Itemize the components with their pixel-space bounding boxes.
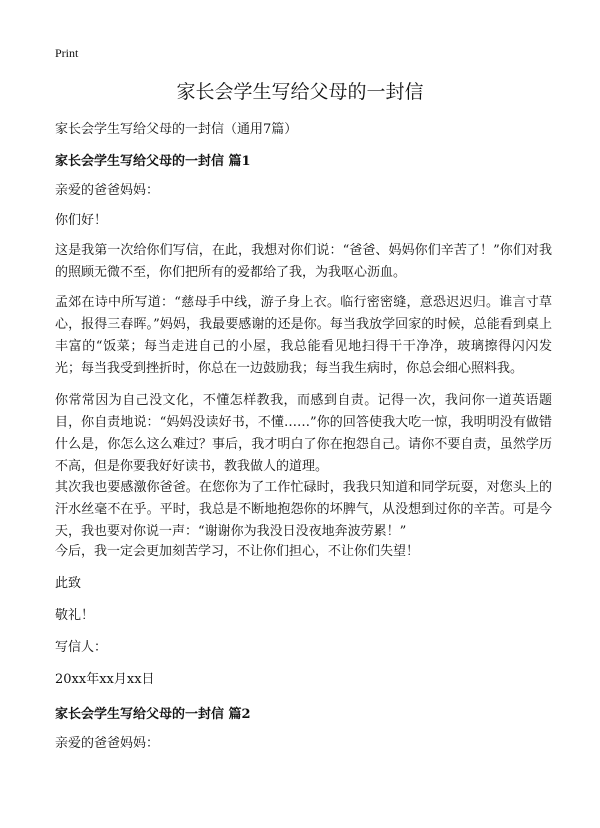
section-1-paragraph-5: 今后，我一定会更加刻苦学习，不让你们担心，不让你们失望！ xyxy=(55,544,420,559)
section-2-heading: 家长会学生写给父母的一封信 篇2 xyxy=(55,707,251,722)
section-2-greeting: 亲爱的爸爸妈妈： xyxy=(55,736,160,751)
section-1-paragraph-3: 你常常因为自己没文化，不懂怎样教我，而感到自责。记得一次，我问你一道英语题目，你自责地说：“妈妈没读好书，不懂……”你的回答使我大吃一惊，我明明没有做错什么是，你怎么这么难过？事后，我才明白了你在抱怨自己。请你不要自责，虽然学历不高，但是你要我好好读书，教我做人的道理。 xyxy=(55,393,552,474)
section-1-hello: 你们好！ xyxy=(55,213,108,228)
section-1-greeting: 亲爱的爸爸妈妈： xyxy=(55,183,160,198)
document-title: 家长会学生写给父母的一封信 xyxy=(176,81,424,103)
section-1-paragraph-1: 这是我第一次给你们写信，在此，我想对你们说：“爸爸、妈妈你们辛苦了！”你们对我的照顾无微不至，你们把所有的爱都给了我，为我呕心沥血。 xyxy=(55,243,552,280)
date-line: 20xx年xx月xx日 xyxy=(55,672,155,687)
writer-line: 写信人： xyxy=(55,640,108,655)
closing-line-1: 此致 xyxy=(55,576,82,591)
section-1-paragraph-2: 孟郊在诗中所写道：“慈母手中线，游子身上衣。临行密密缝，意恐迟迟归。谁言寸草心，报得三春晖。”妈妈，我最要感谢的还是你。每当我放学回家的时候，总能看到桌上丰富的“饭菜；每当走进自己的小屋，我总能看见地扫得干干净净，玻璃擦得闪闪发光；每当我受到挫折时，你总在一边鼓励我；每当我生病时，你总会细心照料我。 xyxy=(55,295,552,376)
closing-line-2: 敬礼！ xyxy=(55,608,95,623)
section-1-heading: 家长会学生写给父母的一封信 篇1 xyxy=(55,154,251,169)
section-1-paragraph-4: 其次我也要感激你爸爸。在您你为了工作忙碌时，我我只知道和同学玩耍，对您头上的汗水丝毫不在乎。平时，我总是不断地抱怨你的坏脾气，从没想到过你的辛苦。可是今天，我也要对你说一声：“谢谢你为我没日没夜地奔波劳累！” xyxy=(55,480,552,539)
print-label: Print xyxy=(55,46,79,60)
document-subtitle: 家长会学生写给父母的一封信（通用7篇） xyxy=(55,122,298,137)
